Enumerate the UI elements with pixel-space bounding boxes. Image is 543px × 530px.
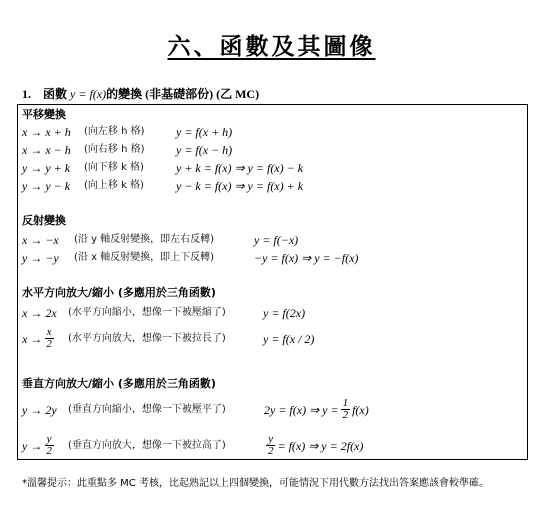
description: (向右移 h 格)	[84, 144, 145, 155]
transform: x → x − h	[22, 143, 71, 157]
section-heading	[22, 86, 259, 102]
description: (垂直方向放大，想像一下被拉高了)	[68, 439, 226, 451]
denominator: 2	[268, 445, 274, 457]
reflection-row-1	[22, 232, 298, 248]
denominator: 2	[46, 338, 52, 350]
fraction	[44, 434, 54, 457]
transform: x → −x	[22, 233, 59, 247]
description: (沿 y 軸反射變換，即左右反轉)	[74, 234, 215, 245]
equation	[264, 398, 369, 421]
numerator: y	[268, 433, 274, 445]
transform: x → x + h	[22, 125, 71, 139]
fraction	[341, 398, 351, 421]
equation: y = f(2x)	[263, 306, 306, 320]
page-title: 六、函數及其圖像	[167, 33, 376, 60]
transform-arrow: y →	[22, 438, 43, 453]
vertical-row-1	[22, 398, 369, 421]
fraction	[44, 327, 54, 350]
transform: y → y − k	[22, 179, 71, 193]
horizontal-row-2	[22, 327, 314, 350]
description: (向下移 k 格)	[84, 162, 144, 173]
transform	[22, 434, 68, 457]
denominator: 2	[46, 445, 52, 457]
transform-arrow: x →	[22, 331, 43, 346]
reflection-title: 反射變換	[22, 214, 66, 227]
translation-row-4	[22, 178, 303, 194]
equation: −y = f(x) ⇒ y = −f(x)	[254, 251, 359, 265]
equation-pre: 2y = f(x) ⇒ y =	[264, 402, 339, 417]
heading-number: 1.	[22, 87, 31, 101]
heading-prefix: 函數	[43, 87, 68, 101]
transform: x → 2x	[22, 306, 57, 320]
equation: y + k = f(x) ⇒ y = f(x) − k	[176, 161, 304, 175]
description: (水平方向縮小，想像一下被壓縮了)	[68, 307, 226, 318]
transform: y → y + k	[22, 161, 71, 175]
translation-title: 平移變換	[22, 108, 66, 121]
horizontal-title: 水平方向放大/縮小 (多應用於三角函數)	[22, 286, 216, 299]
translation-row-1	[22, 124, 232, 140]
numerator: x	[46, 326, 52, 338]
equation: y = f(x + h)	[176, 125, 233, 139]
denominator: 2	[342, 409, 349, 421]
translation-row-3	[22, 160, 303, 176]
description: (水平方向放大，想像一下被拉長了)	[68, 332, 226, 344]
description: (沿 x 軸反射變換，即上下反轉)	[74, 252, 215, 263]
numerator: y	[46, 433, 52, 445]
description: (向左移 h 格)	[84, 126, 145, 137]
transform: y → 2y	[22, 402, 57, 417]
equation: y = f(x / 2)	[263, 331, 315, 346]
equation: y − k = f(x) ⇒ y = f(x) + k	[176, 179, 304, 193]
numerator: 1	[342, 397, 349, 409]
description: (垂直方向縮小，想像一下被壓平了)	[68, 403, 226, 415]
equation-post: = f(x) ⇒ y = 2f(x)	[277, 438, 364, 453]
fraction	[266, 434, 276, 457]
equation-post: f(x)	[352, 402, 369, 417]
heading-suffix: 的變換 (非基礎部份) (乙 MC)	[106, 87, 260, 101]
translation-row-2	[22, 142, 232, 158]
equation: y = f(−x)	[254, 233, 299, 247]
equation	[264, 434, 363, 457]
tip-note: *溫馨提示：此重點多 MC 考核，比起熟記以上四個變換，可能情況下用代數方法找出答案應該會較準確。	[22, 478, 489, 489]
reflection-row-2	[22, 250, 358, 266]
transform	[22, 327, 68, 350]
vertical-title: 垂直方向放大/縮小 (多應用於三角函數)	[22, 377, 216, 390]
heading-math: y = f(x)	[70, 87, 107, 101]
horizontal-row-1	[22, 305, 305, 321]
equation: y = f(x − h)	[176, 143, 233, 157]
description: (向上移 k 格)	[84, 180, 144, 191]
transform: y → −y	[22, 251, 59, 265]
vertical-row-2	[22, 434, 363, 457]
